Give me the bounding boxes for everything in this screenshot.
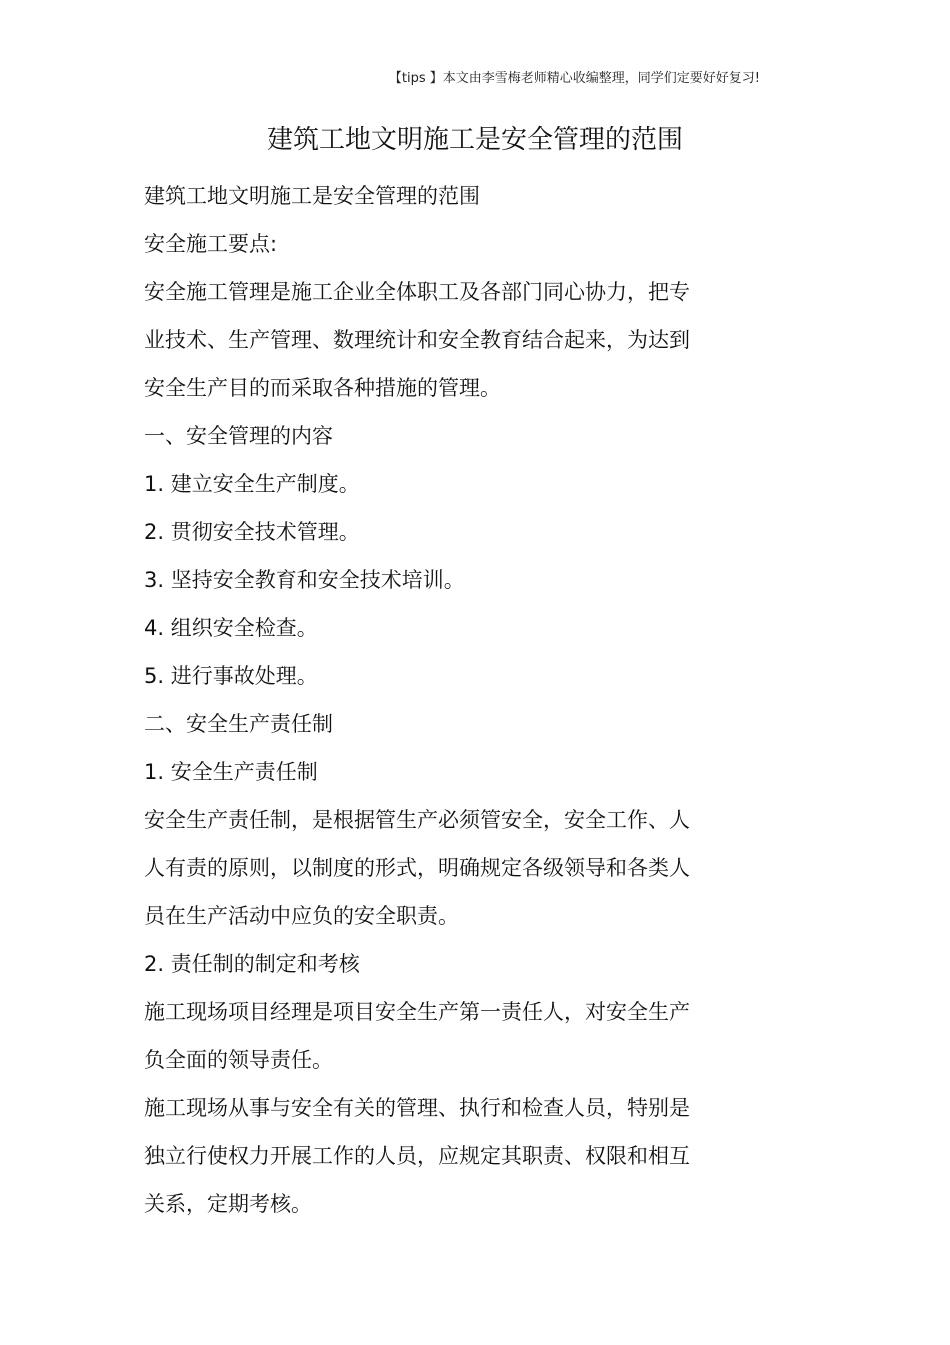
section-heading: 二、安全生产责任制 [144, 712, 333, 736]
paragraph-line: 安全施工管理是施工企业全体职工及各部门同心协力，把专 [144, 280, 690, 304]
paragraph-line: 员在生产活动中应负的安全职责。 [144, 904, 459, 928]
subsection-heading: 2. 责任制的制定和考核 [144, 952, 360, 976]
paragraph-line: 施工现场从事与安全有关的管理、执行和检查人员，特别是 [144, 1096, 690, 1120]
subsection-heading: 1. 安全生产责任制 [144, 760, 318, 784]
paragraph-line: 安全生产责任制，是根据管生产必须管安全，安全工作、人 [144, 808, 690, 832]
list-item: 1. 建立安全生产制度。 [144, 472, 360, 496]
paragraph-line: 人有责的原则，以制度的形式，明确规定各级领导和各类人 [144, 856, 690, 880]
paragraph-line: 独立行使权力开展工作的人员，应规定其职责、权限和相互 [144, 1144, 690, 1168]
document-body [144, 172, 744, 1228]
paragraph-line: 业技术、生产管理、数理统计和安全教育结合起来，为达到 [144, 328, 690, 352]
header-tips: 【tips 】本文由李雪梅老师精心收编整理，同学们定要好好复习! [388, 71, 760, 86]
paragraph-line: 关系，定期考核。 [144, 1192, 312, 1216]
paragraph-line: 安全生产目的而采取各种措施的管理。 [144, 376, 501, 400]
section-heading: 安全施工要点: [144, 232, 278, 256]
list-item: 5. 进行事故处理。 [144, 664, 318, 688]
page-title: 建筑工地文明施工是安全管理的范围 [266, 125, 683, 155]
paragraph-line: 施工现场项目经理是项目安全生产第一责任人，对安全生产 [144, 1000, 690, 1024]
list-item: 3. 坚持安全教育和安全技术培训。 [144, 568, 465, 592]
list-item: 4. 组织安全检查。 [144, 616, 318, 640]
paragraph-line: 负全面的领导责任。 [144, 1048, 333, 1072]
list-item: 2. 贯彻安全技术管理。 [144, 520, 360, 544]
section-heading: 一、安全管理的内容 [144, 424, 333, 448]
subtitle-line: 建筑工地文明施工是安全管理的范围 [144, 184, 480, 208]
